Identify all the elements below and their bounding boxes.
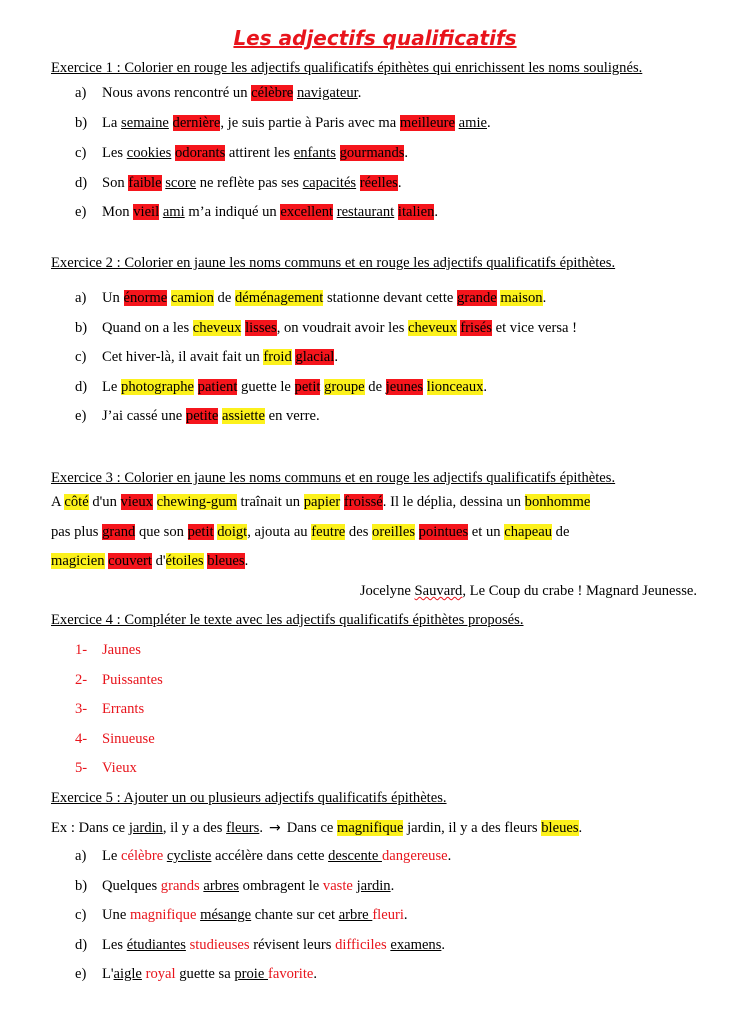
- underlined-word: ami: [162, 204, 185, 220]
- highlight-red: dernière: [172, 115, 221, 131]
- item-label: c): [75, 349, 87, 365]
- item-label: d): [75, 379, 88, 395]
- text-segment: Ex : Dans ce: [51, 820, 129, 836]
- text-segment: .: [404, 145, 409, 161]
- highlight-yellow: camion: [170, 290, 214, 306]
- text-segment: Les: [102, 937, 127, 953]
- red-word: difficiles: [335, 937, 387, 953]
- underlined-word: navigateur: [296, 85, 358, 101]
- text-segment: .: [259, 820, 263, 836]
- exercise-5-example: [51, 820, 582, 837]
- highlight-yellow: feutre: [311, 524, 346, 540]
- citation-author-surname: Sauvard: [414, 583, 463, 599]
- exercise-1-item: [75, 175, 402, 192]
- exercise-3-heading: [51, 470, 615, 487]
- highlight-yellow: cheveux: [408, 320, 457, 336]
- proposed-adjective: Jaunes: [102, 642, 141, 658]
- underlined-word: mésange: [200, 907, 252, 923]
- text-segment: A: [51, 494, 65, 510]
- text-segment: .: [441, 937, 446, 953]
- highlight-red: célèbre: [251, 85, 294, 101]
- arrow-icon: →: [268, 820, 281, 836]
- text-segment: de: [213, 290, 235, 306]
- text-segment: , ajouta au: [247, 524, 312, 540]
- underlined-word: descente: [328, 848, 382, 864]
- text-segment: jardin, il y a des fleurs: [403, 820, 542, 836]
- underlined-word: jardin: [128, 820, 163, 836]
- highlight-yellow: doigt: [217, 524, 248, 540]
- highlight-yellow: magicien: [51, 553, 105, 569]
- page-title: Les adjectifs qualificatifs: [233, 26, 517, 50]
- text-segment: , je suis partie à Paris avec ma: [220, 115, 400, 131]
- highlight-red: petit: [187, 524, 214, 540]
- red-word: fleuri: [372, 907, 404, 923]
- exercise-4-word: [75, 701, 144, 718]
- highlight-red: frisés: [460, 320, 492, 336]
- text-segment: Cet hiver-là, il avait fait un: [102, 349, 264, 365]
- item-label: b): [75, 878, 88, 894]
- highlight-red: vieux: [120, 494, 153, 510]
- text-segment: d'un: [88, 494, 121, 510]
- highlight-red: petite: [185, 408, 219, 424]
- underlined-word: arbre: [338, 907, 373, 923]
- exercise-1-item: [75, 145, 408, 162]
- heading-text: Exercice 4 : Compléter le texte avec les adjectifs qualificatifs épithètes proposés.: [51, 612, 524, 628]
- text-segment: Les: [102, 145, 127, 161]
- text-segment: que son: [135, 524, 188, 540]
- text-segment: Le: [102, 379, 122, 395]
- highlight-red: énorme: [123, 290, 168, 306]
- highlight-red: grand: [102, 524, 136, 540]
- text-segment: Un: [102, 290, 124, 306]
- highlight-yellow: côté: [64, 494, 89, 510]
- red-word: favorite: [267, 966, 314, 982]
- exercise-3-text-line: [51, 524, 569, 541]
- exercise-3-text-line: [51, 553, 248, 570]
- text-segment: , il y a des: [162, 820, 227, 836]
- text-segment: .: [447, 848, 452, 864]
- red-word: magnifique: [129, 907, 197, 923]
- exercise-5-item: [75, 848, 451, 865]
- text-segment: Nous avons rencontré un: [102, 85, 252, 101]
- text-segment: pas plus: [51, 524, 103, 540]
- highlight-yellow: cheveux: [192, 320, 242, 336]
- highlight-yellow: assiette: [221, 408, 265, 424]
- text-segment: J’ai cassé une: [102, 408, 186, 424]
- item-label: a): [75, 85, 87, 101]
- highlight-yellow: photographe: [121, 379, 194, 395]
- text-segment: guette le: [237, 379, 295, 395]
- text-segment: révisent leurs: [249, 937, 336, 953]
- highlight-red: odorants: [174, 145, 226, 161]
- exercise-2-item: [75, 379, 487, 396]
- text-segment: m’a indiqué un: [184, 204, 281, 220]
- heading-text: Exercice 1 : Colorier en rouge les adjectifs qualificatifs épithètes qui enrichissent les noms soulignés.: [51, 60, 643, 76]
- text-segment: de: [364, 379, 386, 395]
- exercise-2-item: [75, 290, 546, 307]
- highlight-red: vieil: [133, 204, 160, 220]
- exercise-4-word: [75, 672, 163, 689]
- item-number: 5-: [75, 760, 88, 776]
- highlight-red: jeunes: [385, 379, 424, 395]
- exercise-5-item: [75, 878, 394, 895]
- red-word: grands: [160, 878, 200, 894]
- text-segment: .: [403, 907, 408, 923]
- text-segment: Quelques: [102, 878, 161, 894]
- item-number: 3-: [75, 701, 88, 717]
- text-segment: Une: [102, 907, 130, 923]
- text-segment: ne reflète pas ses: [196, 175, 303, 191]
- text-segment: de: [552, 524, 570, 540]
- highlight-red: lisses: [245, 320, 277, 336]
- text-segment: et un: [468, 524, 505, 540]
- text-segment: .: [487, 115, 491, 131]
- exercise-5-heading: [51, 790, 447, 807]
- underlined-word: cookies: [126, 145, 172, 161]
- item-label: e): [75, 408, 87, 424]
- underlined-word: arbres: [203, 878, 240, 894]
- highlight-yellow: chapeau: [504, 524, 553, 540]
- text-segment: .: [483, 379, 488, 395]
- highlight-red: réelles: [359, 175, 398, 191]
- heading-text: Exercice 5 : Ajouter un ou plusieurs adjectifs qualificatifs épithètes.: [51, 790, 447, 806]
- text-segment: .: [434, 204, 439, 220]
- text-segment: .: [390, 878, 395, 894]
- citation: [360, 583, 697, 600]
- heading-text: Exercice 3 : Colorier en jaune les noms communs et en rouge les adjectifs qualificatifs épithètes.: [51, 470, 616, 486]
- text-segment: Dans ce: [286, 820, 337, 836]
- highlight-red: meilleure: [399, 115, 455, 131]
- highlight-yellow: groupe: [324, 379, 365, 395]
- exercise-4-word: [75, 642, 141, 659]
- red-word: studieuses: [189, 937, 250, 953]
- item-label: b): [75, 115, 88, 131]
- highlight-yellow: maison: [500, 290, 543, 306]
- text-segment: Le: [102, 848, 122, 864]
- highlight-red: froissé: [343, 494, 383, 510]
- exercise-5-item: [75, 907, 408, 924]
- proposed-adjective: Puissantes: [102, 672, 163, 688]
- underlined-word: enfants: [293, 145, 336, 161]
- citation-source: , Le Coup du crabe ! Magnard Jeunesse.: [462, 583, 697, 599]
- exercise-4-heading: [51, 612, 524, 629]
- proposed-adjective: Sinueuse: [102, 731, 155, 747]
- text-segment: des: [345, 524, 373, 540]
- underlined-word: restaurant: [336, 204, 395, 220]
- text-segment: Quand on a les: [102, 320, 193, 336]
- exercise-2-item: [75, 349, 338, 366]
- highlight-red: excellent: [280, 204, 334, 220]
- text-segment: .: [542, 290, 547, 306]
- exercise-5-item: [75, 937, 445, 954]
- underlined-word: semaine: [121, 115, 169, 131]
- highlight-yellow: froid: [263, 349, 292, 365]
- item-number: 1-: [75, 642, 88, 658]
- text-segment: . Il le déplia, dessina un: [382, 494, 525, 510]
- exercise-2-item: [75, 320, 577, 337]
- highlight-yellow: lionceaux: [426, 379, 484, 395]
- highlight-red: petit: [294, 379, 321, 395]
- text-segment: [169, 115, 173, 131]
- highlight-red: glacial: [295, 349, 335, 365]
- text-segment: traînait un: [236, 494, 304, 510]
- text-segment: L': [102, 966, 114, 982]
- exercise-5-item: [75, 966, 317, 983]
- underlined-word: cycliste: [166, 848, 212, 864]
- text-segment: attirent les: [225, 145, 294, 161]
- text-segment: et vice versa !: [491, 320, 578, 336]
- highlight-yellow: oreilles: [372, 524, 416, 540]
- exercise-1-item: [75, 204, 438, 221]
- underlined-word: étudiantes: [126, 937, 186, 953]
- highlight-yellow: bleues: [541, 820, 579, 836]
- item-label: a): [75, 290, 87, 306]
- text-segment: .: [244, 553, 249, 569]
- item-label: e): [75, 966, 87, 982]
- text-segment: chante sur cet: [251, 907, 339, 923]
- text-segment: Mon: [102, 204, 134, 220]
- item-label: a): [75, 848, 87, 864]
- proposed-adjective: Errants: [102, 701, 145, 717]
- item-label: c): [75, 907, 87, 923]
- red-word: dangereuse: [381, 848, 448, 864]
- red-word: vaste: [322, 878, 353, 894]
- text-segment: en verre.: [264, 408, 320, 424]
- underlined-word: amie: [458, 115, 488, 131]
- item-number: 2-: [75, 672, 88, 688]
- text-segment: .: [397, 175, 402, 191]
- exercise-4-word: [75, 760, 137, 777]
- citation-author: Jocelyne: [359, 583, 415, 599]
- text-segment: .: [334, 349, 338, 365]
- highlight-yellow: chewing-gum: [156, 494, 237, 510]
- highlight-red: grande: [457, 290, 497, 306]
- highlight-yellow: étoiles: [165, 553, 204, 569]
- highlight-red: pointues: [418, 524, 469, 540]
- exercise-3-text-line: [51, 494, 590, 511]
- proposed-adjective: Vieux: [102, 760, 137, 776]
- text-segment: guette sa: [175, 966, 235, 982]
- text-segment: accélère dans cette: [211, 848, 329, 864]
- underlined-word: fleurs: [226, 820, 260, 836]
- underlined-word: capacités: [302, 175, 357, 191]
- exercise-2-item: [75, 408, 320, 425]
- underlined-word: score: [165, 175, 197, 191]
- exercise-4-word: [75, 731, 155, 748]
- highlight-red: couvert: [108, 553, 152, 569]
- underlined-word: examens: [390, 937, 442, 953]
- highlight-yellow: papier: [303, 494, 341, 510]
- highlight-red: gourmands: [339, 145, 405, 161]
- red-word: royal: [145, 966, 176, 982]
- exercise-2-heading: [51, 255, 615, 272]
- text-segment: ombragent le: [239, 878, 323, 894]
- text-segment: , on voudrait avoir les: [276, 320, 409, 336]
- underlined-word: proie: [234, 966, 268, 982]
- exercise-1-item: [75, 115, 491, 132]
- text-segment: .: [578, 820, 583, 836]
- heading-text: Exercice 2 : Colorier en jaune les noms communs et en rouge les adjectifs qualificatifs épithètes.: [51, 255, 616, 271]
- item-label: b): [75, 320, 88, 336]
- exercise-1-heading: [51, 60, 642, 77]
- highlight-red: bleues: [207, 553, 245, 569]
- highlight-red: faible: [128, 175, 162, 191]
- text-segment: Son: [102, 175, 129, 191]
- item-label: d): [75, 175, 88, 191]
- text-segment: stationne devant cette: [323, 290, 458, 306]
- underlined-word: aigle: [113, 966, 142, 982]
- highlight-red: italien: [397, 204, 435, 220]
- text-segment: d': [151, 553, 166, 569]
- red-word: célèbre: [121, 848, 164, 864]
- item-label: e): [75, 204, 87, 220]
- highlight-yellow: magnifique: [336, 820, 404, 836]
- text-segment: .: [357, 85, 362, 101]
- text-segment: [336, 145, 340, 161]
- highlight-yellow: déménagement: [234, 290, 324, 306]
- exercise-1-item: [75, 85, 361, 102]
- highlight-yellow: bonhomme: [524, 494, 591, 510]
- item-label: c): [75, 145, 87, 161]
- item-number: 4-: [75, 731, 88, 747]
- text-segment: .: [313, 966, 318, 982]
- item-label: d): [75, 937, 88, 953]
- underlined-word: jardin: [356, 878, 391, 894]
- text-segment: La: [102, 115, 122, 131]
- highlight-red: patient: [197, 379, 238, 395]
